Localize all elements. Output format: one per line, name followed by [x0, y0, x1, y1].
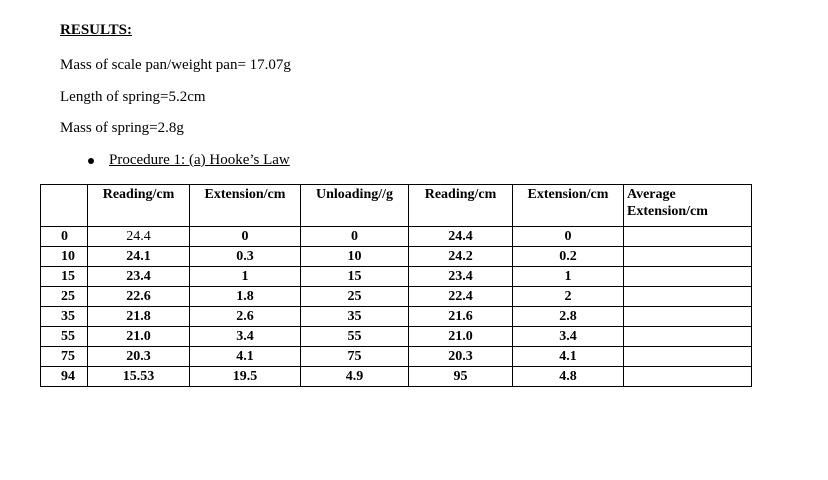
cell-reading-loading: 21.8: [88, 307, 190, 327]
cell-reading-unloading: 21.0: [409, 327, 513, 347]
cell-reading-unloading: 23.4: [409, 267, 513, 287]
table-row: [41, 287, 752, 307]
cell-extension-loading: 3.4: [190, 327, 301, 347]
cell-extension-unloading: 3.4: [513, 327, 624, 347]
header-reading-unloading: Reading/cm: [409, 185, 513, 227]
cell-unloading: 0: [301, 227, 409, 247]
cell-extension-loading: 2.6: [190, 307, 301, 327]
cell-load: 10: [41, 247, 88, 267]
spring-length-text: Length of spring=5.2cm: [60, 89, 206, 105]
header-extension-unloading: Extension/cm: [513, 185, 624, 227]
cell-extension-unloading: 4.1: [513, 347, 624, 367]
cell-extension-loading: 1.8: [190, 287, 301, 307]
cell-unloading: 25: [301, 287, 409, 307]
table-header-row: [41, 185, 752, 227]
header-unloading: Unloading//g: [301, 185, 409, 227]
cell-reading-unloading: 24.4: [409, 227, 513, 247]
table-row: [41, 267, 752, 287]
table-row: [41, 347, 752, 367]
header-load: [41, 185, 88, 227]
cell-average-extension: [624, 247, 752, 267]
cell-load: 25: [41, 287, 88, 307]
scale-pan-mass-text: Mass of scale pan/weight pan= 17.07g: [60, 57, 291, 73]
cell-extension-loading: 0.3: [190, 247, 301, 267]
cell-extension-unloading: 4.8: [513, 367, 624, 387]
table-row: [41, 227, 752, 247]
cell-unloading: 35: [301, 307, 409, 327]
cell-load: 75: [41, 347, 88, 367]
hookes-law-table: [40, 184, 752, 387]
cell-load: 35: [41, 307, 88, 327]
cell-extension-loading: 19.5: [190, 367, 301, 387]
cell-average-extension: [624, 267, 752, 287]
spring-mass-text: Mass of spring=2.8g: [60, 120, 184, 136]
header-average-extension: Average Extension/cm: [624, 185, 752, 227]
bullet-icon: [88, 158, 94, 164]
cell-reading-loading: 22.6: [88, 287, 190, 307]
cell-average-extension: [624, 307, 752, 327]
cell-average-extension: [624, 367, 752, 387]
cell-extension-loading: 4.1: [190, 347, 301, 367]
cell-average-extension: [624, 347, 752, 367]
cell-reading-unloading: 20.3: [409, 347, 513, 367]
cell-reading-loading: 23.4: [88, 267, 190, 287]
cell-extension-unloading: 1: [513, 267, 624, 287]
cell-reading-loading: 20.3: [88, 347, 190, 367]
table-row: [41, 247, 752, 267]
table-row: [41, 307, 752, 327]
header-reading-loading: Reading/cm: [88, 185, 190, 227]
cell-load: 0: [41, 227, 88, 247]
cell-reading-unloading: 22.4: [409, 287, 513, 307]
cell-unloading: 15: [301, 267, 409, 287]
cell-load: 15: [41, 267, 88, 287]
cell-extension-loading: 0: [190, 227, 301, 247]
cell-reading-loading: 21.0: [88, 327, 190, 347]
cell-reading-loading: 24.1: [88, 247, 190, 267]
cell-reading-unloading: 21.6: [409, 307, 513, 327]
procedure-title: Procedure 1: (a) Hooke’s Law: [109, 152, 290, 168]
cell-average-extension: [624, 287, 752, 307]
header-extension-loading: Extension/cm: [190, 185, 301, 227]
cell-reading-loading: 15.53: [88, 367, 190, 387]
cell-reading-unloading: 95: [409, 367, 513, 387]
cell-reading-unloading: 24.2: [409, 247, 513, 267]
cell-average-extension: [624, 327, 752, 347]
cell-load: 55: [41, 327, 88, 347]
procedure-bullet: [88, 152, 290, 169]
table-row: [41, 367, 752, 387]
cell-average-extension: [624, 227, 752, 247]
cell-load: 94: [41, 367, 88, 387]
results-heading: RESULTS:: [60, 22, 132, 38]
cell-extension-loading: 1: [190, 267, 301, 287]
cell-unloading: 75: [301, 347, 409, 367]
cell-unloading: 10: [301, 247, 409, 267]
cell-unloading: 4.9: [301, 367, 409, 387]
cell-reading-loading: 24.4: [88, 227, 190, 247]
cell-extension-unloading: 0: [513, 227, 624, 247]
cell-extension-unloading: 2: [513, 287, 624, 307]
cell-extension-unloading: 2.8: [513, 307, 624, 327]
cell-extension-unloading: 0.2: [513, 247, 624, 267]
table-row: [41, 327, 752, 347]
cell-unloading: 55: [301, 327, 409, 347]
